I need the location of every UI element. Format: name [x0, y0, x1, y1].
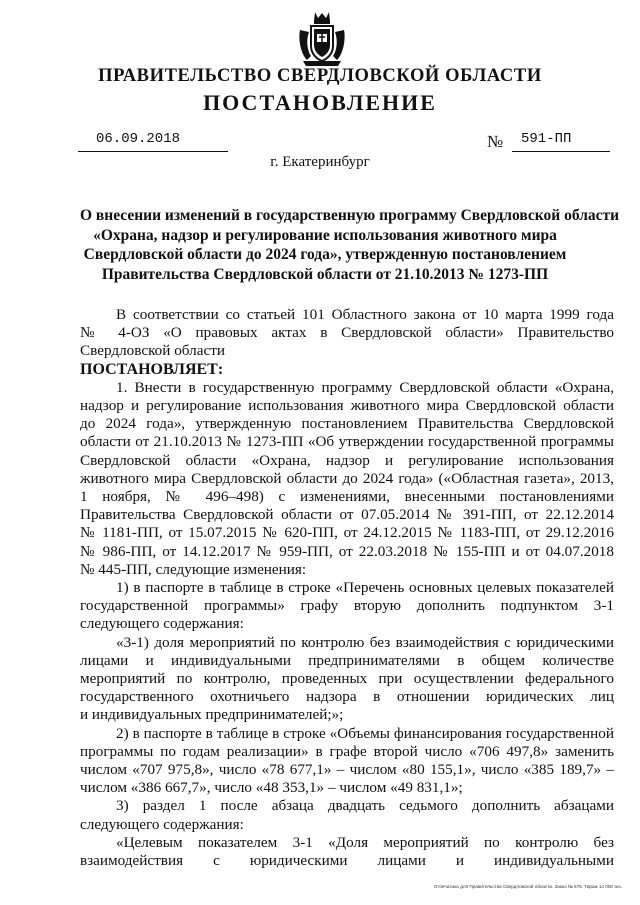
- body-line: 2) в паспорте в таблице в строке «Объемы финансирования государственной: [116, 724, 614, 742]
- body-line: следующего содержания:: [80, 815, 244, 833]
- date-underline: [78, 151, 228, 152]
- body-line: № 1181-ПП, от 15.07.2015 № 620-ПП, от 24.12.2015 № 1183-ПП, от 29.12.2016: [80, 524, 614, 542]
- government-name: ПРАВИТЕЛЬСТВО СВЕРДЛОВСКОЙ ОБЛАСТИ: [98, 66, 542, 86]
- body-line: государственной программы» графу вторую дополнить подпунктом 3-1: [80, 597, 614, 615]
- number-underline: [512, 151, 610, 152]
- coat-of-arms-icon: [297, 10, 347, 68]
- body-line: программы по годам реализации» в графе второй число «706 497,8» заменить: [80, 742, 614, 760]
- body-line: области от 21.10.2013 № 1273-ПП «Об утверждении государственной программы: [80, 433, 614, 451]
- title-line: «Охрана, надзор и регулирование использования животного мира: [93, 226, 557, 244]
- body-line: № 4-ОЗ «О правовых актах в Свердловской области» Правительство: [80, 324, 614, 342]
- body-line: «3-1) доля мероприятий по контролю без взаимодействия с юридическими: [116, 633, 614, 651]
- print-footer: Отпечатано для Правительства Свердловской области. Заказ № 575. Тираж 14 000 экз.: [433, 884, 622, 889]
- title-line: Свердловской области до 2024 года», утвержденную постановлением: [83, 246, 567, 263]
- body-line: и индивидуальных предпринимателей;»;: [80, 706, 344, 724]
- body-line: числом «707 975,8», число «78 677,1» – числом «80 155,1», число «385 189,7» –: [80, 761, 614, 779]
- document-type: ПОСТАНОВЛЕНИЕ: [203, 90, 437, 115]
- body-line: надзор и регулирование использования животного мира Свердловской области: [80, 397, 614, 415]
- title-line: О внесении изменений в государственную программу Свердловской области: [80, 207, 620, 224]
- body-line: лицами и индивидуальными предпринимателями в общем количестве: [80, 651, 614, 669]
- resolves-heading: ПОСТАНОВЛЯЕТ:: [80, 360, 224, 378]
- body-line: числом «386 667,7», число «48 353,1» – числом «49 831,1»;: [80, 779, 463, 797]
- body-line: животного мира Свердловской области до 2024 года» («Областная газета», 2013,: [80, 469, 614, 487]
- body-line: В соответствии со статьей 101 Областного закона от 10 марта 1999 года: [116, 306, 614, 323]
- document-title: [80, 206, 620, 284]
- number-sign: №: [487, 132, 504, 151]
- body-line: взаимодействия с юридическими лицами и индивидуальными: [80, 852, 614, 870]
- body-line: 1) в паспорте в таблице в строке «Перечень основных целевых показателей: [116, 579, 614, 597]
- body-line: 3) раздел 1 после абзаца двадцать седьмого дополнить абзацами: [116, 797, 614, 815]
- body-line: мероприятий по контролю, проведенных при осуществлении федерального: [80, 670, 614, 688]
- title-line: Правительства Свердловской области от 21.10.2013 № 1273-ПП: [101, 265, 549, 283]
- body-line: 1 ноября, № 496–498) с изменениями, внесенными постановлениями: [80, 488, 614, 506]
- body-line: до 2024 года», утвержденную постановлением Правительства Свердловской: [80, 415, 614, 433]
- body-line: Свердловской области: [80, 342, 225, 360]
- body-line: Свердловской области «Охрана, надзор и регулирование использования: [80, 451, 614, 469]
- document-body: [80, 306, 614, 870]
- body-line: следующего содержания:: [80, 615, 244, 633]
- document-date: 06.09.2018: [96, 131, 181, 147]
- document-number: 591-ПП: [521, 131, 572, 147]
- body-line: № 445-ПП, следующие изменения:: [80, 560, 307, 578]
- city: г. Екатеринбург: [270, 154, 370, 170]
- body-line: Правительства Свердловской области от 07.05.2014 № 391-ПП, от 22.12.2014: [80, 506, 614, 524]
- body-line: 1. Внести в государственную программу Свердловской области «Охрана,: [116, 378, 614, 396]
- body-line: № 986-ПП, от 14.12.2017 № 959-ПП, от 22.03.2018 № 155-ПП и от 04.07.2018: [80, 542, 614, 560]
- body-line: «Целевым показателем 3-1 «Доля мероприятий по контролю без: [116, 833, 614, 851]
- body-line: государственного охотничьего надзора в отношении юридических лиц: [80, 688, 614, 706]
